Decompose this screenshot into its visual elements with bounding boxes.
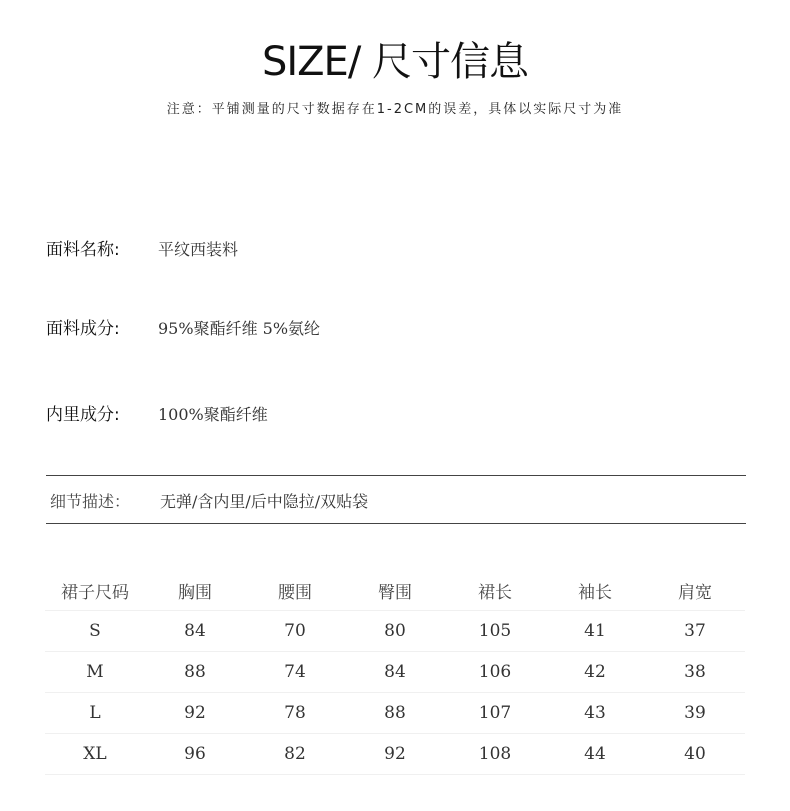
cell-hip: 88 [345,693,445,734]
cell-shoulder: 40 [645,734,745,775]
divider-top [46,475,746,476]
cell-size: S [45,611,145,652]
lining-composition-value: 100%聚酯纤维 [158,405,268,424]
cell-hip: 80 [345,611,445,652]
table-row [45,734,745,775]
cell-sleeve: 43 [545,693,645,734]
detail-label: 细节描述： [50,492,131,511]
lining-composition-row [46,400,268,425]
table-row [45,611,745,652]
cell-length: 106 [445,652,545,693]
lining-composition-label: 内里成分: [46,405,120,425]
table-row [45,693,745,734]
cell-bust: 96 [145,734,245,775]
header-size: 裙子尺码 [45,570,145,611]
cell-hip: 84 [345,652,445,693]
fabric-composition-label: 面料成分: [46,319,120,339]
cell-length: 108 [445,734,545,775]
cell-bust: 84 [145,611,245,652]
header-hip: 臀围 [345,570,445,611]
cell-bust: 88 [145,652,245,693]
table-row [45,652,745,693]
header-waist: 腰围 [245,570,345,611]
cell-shoulder: 37 [645,611,745,652]
cell-shoulder: 39 [645,693,745,734]
fabric-name-label: 面料名称: [46,240,120,260]
header-shoulder: 肩宽 [645,570,745,611]
cell-waist: 82 [245,734,345,775]
page-title: SIZE/ 尺寸信息 [261,39,529,85]
cell-length: 107 [445,693,545,734]
measurement-note: 注意：平铺测量的尺寸数据存在1-2CM的误差，具体以实际尺寸为准 [166,102,624,117]
cell-waist: 74 [245,652,345,693]
fabric-name-value: 平纹西装料 [158,240,239,259]
cell-shoulder: 38 [645,652,745,693]
cell-length: 105 [445,611,545,652]
divider-bottom [46,523,746,524]
cell-bust: 92 [145,693,245,734]
cell-hip: 92 [345,734,445,775]
cell-size: XL [45,734,145,775]
fabric-name-row [46,235,238,260]
detail-row [50,489,368,512]
cell-waist: 70 [245,611,345,652]
cell-sleeve: 44 [545,734,645,775]
header-length: 裙长 [445,570,545,611]
fabric-composition-value: 95%聚酯纤维 5%氨纶 [158,319,321,338]
cell-waist: 78 [245,693,345,734]
detail-value: 无弹/含内里/后中隐拉/双贴袋 [160,492,369,511]
cell-size: L [45,693,145,734]
fabric-composition-row [46,314,320,339]
size-table [45,570,745,775]
cell-sleeve: 42 [545,652,645,693]
cell-size: M [45,652,145,693]
header-bust: 胸围 [145,570,245,611]
size-table-header-row [45,570,745,611]
cell-sleeve: 41 [545,611,645,652]
header-sleeve: 袖长 [545,570,645,611]
